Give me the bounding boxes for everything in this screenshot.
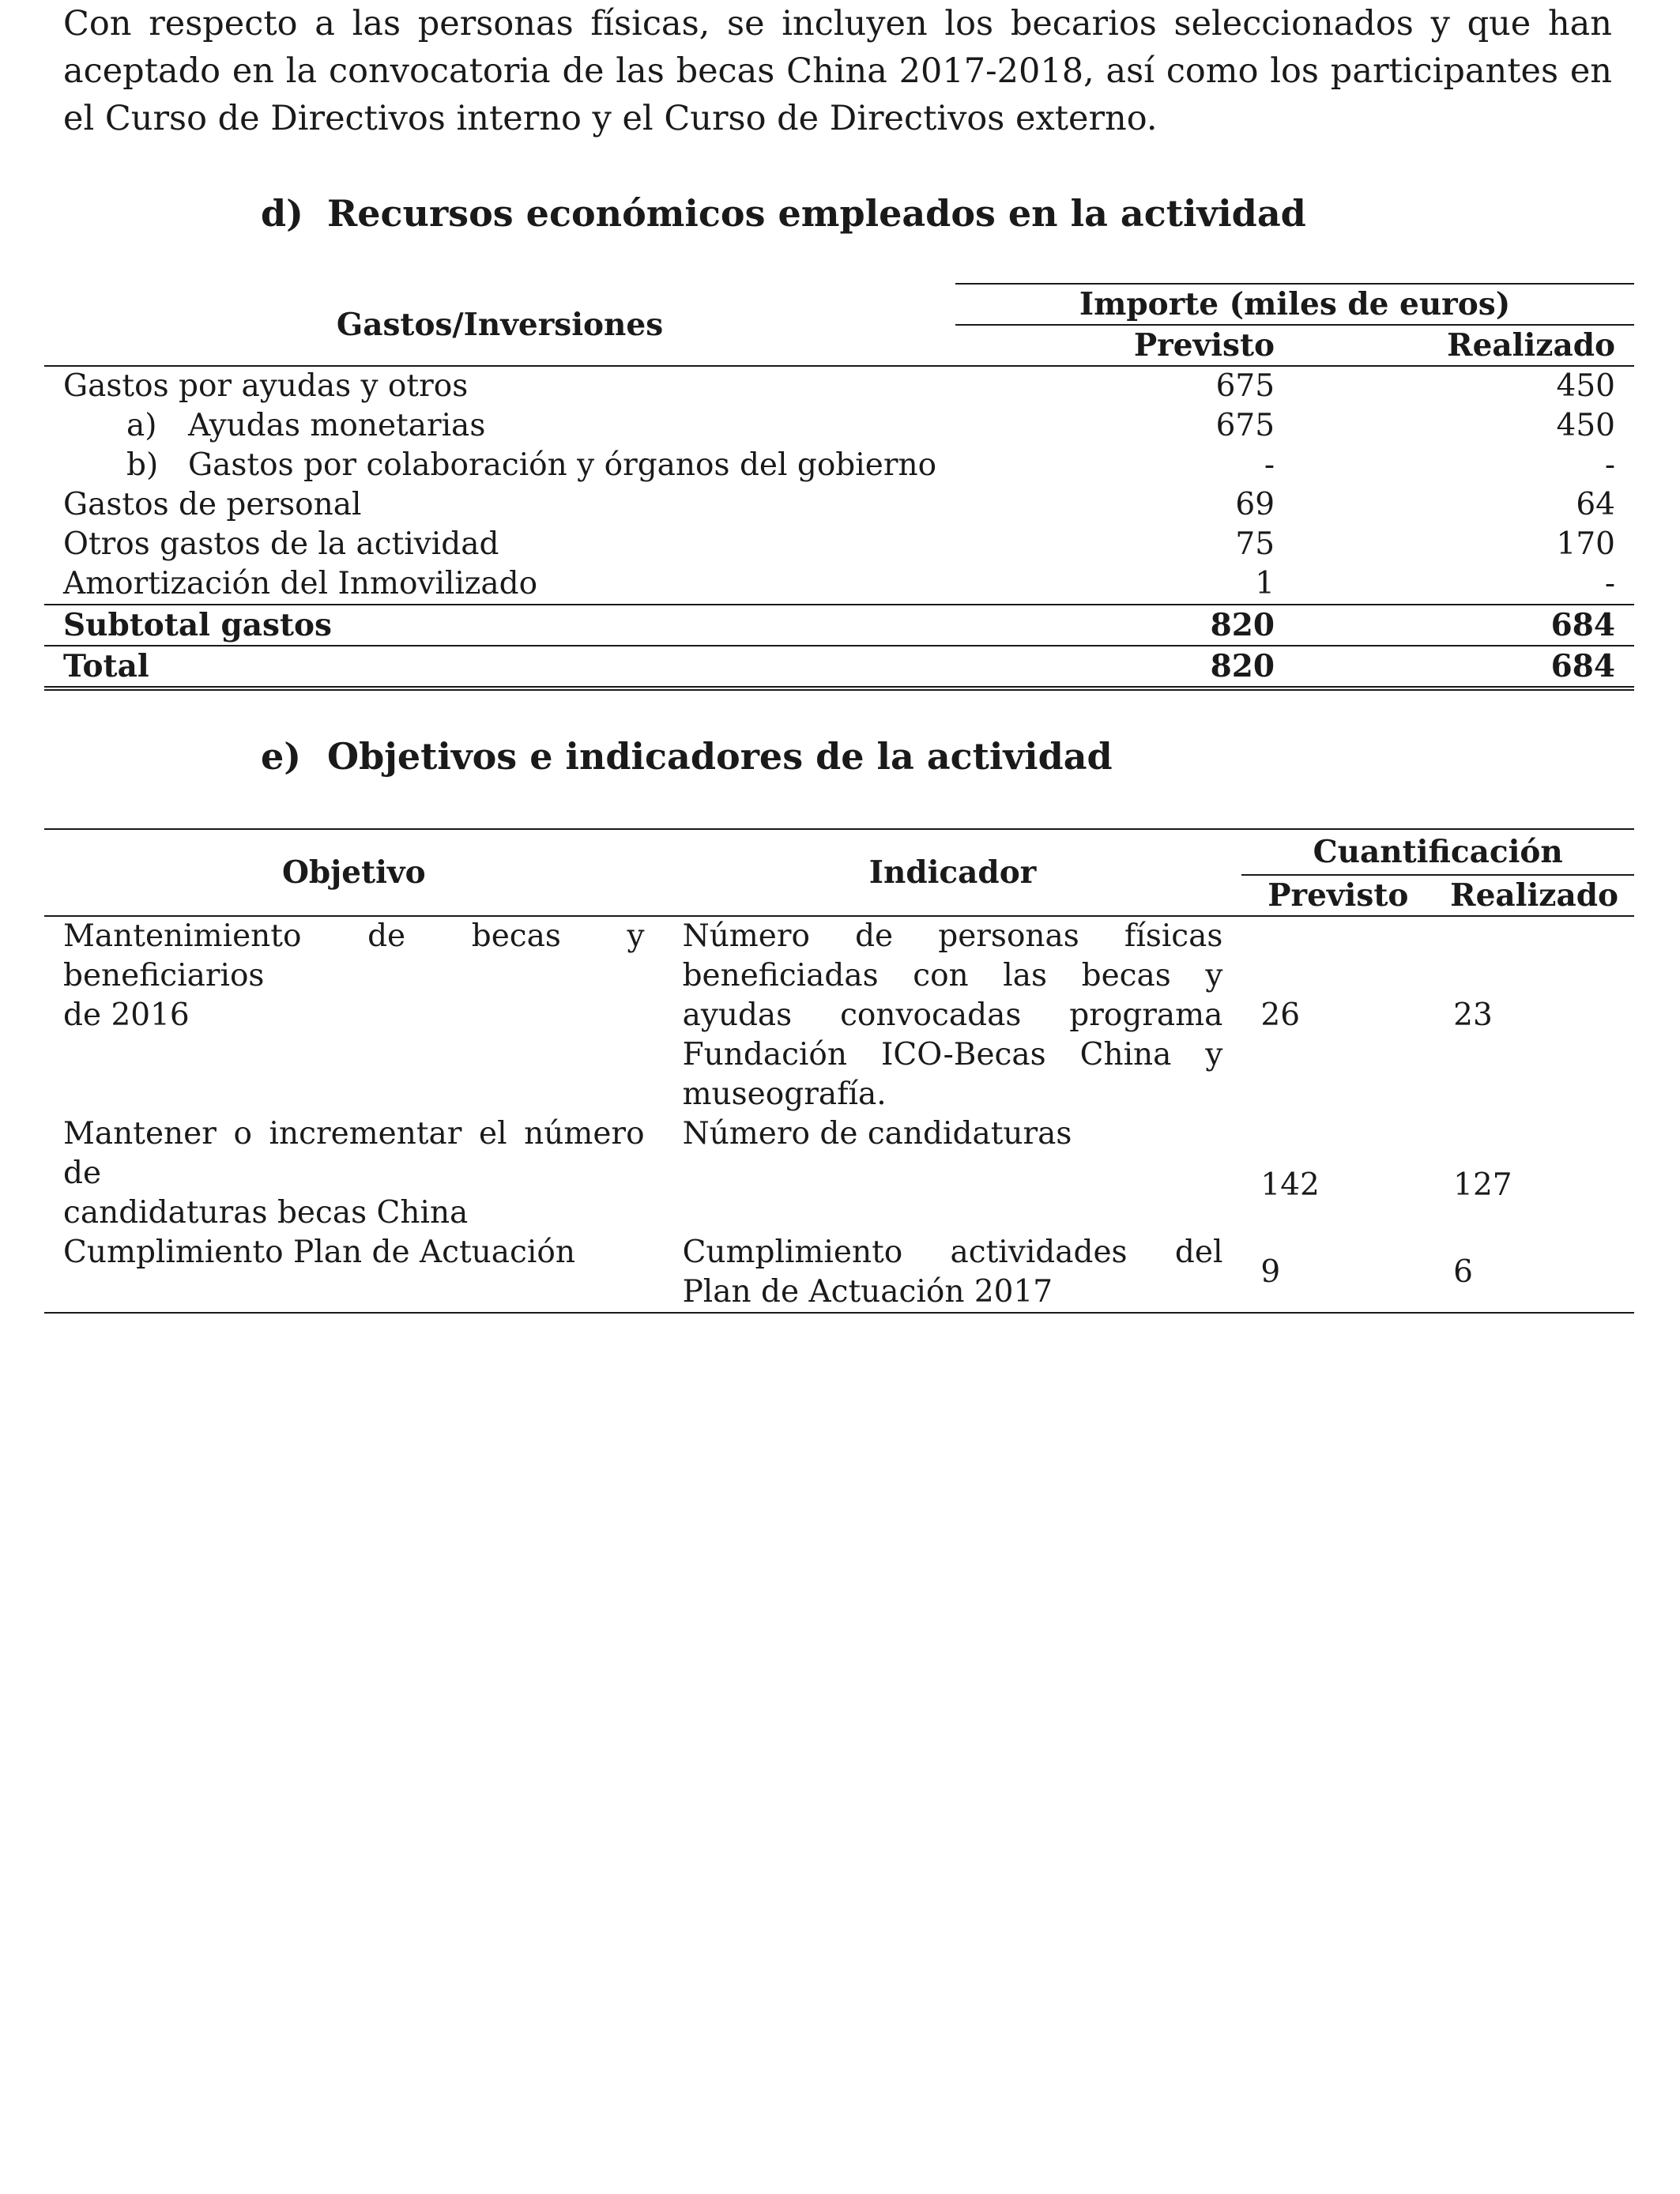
header-indicador: Indicador [664, 829, 1242, 916]
row-realizado: 450 [1556, 368, 1615, 404]
row-realizado: 6 [1434, 1233, 1634, 1313]
header-realizado: Realizado [1294, 325, 1634, 366]
row-previsto: 142 [1260, 1167, 1320, 1203]
objetivo-cell [44, 916, 664, 1114]
section-e-letter: e) [261, 735, 302, 778]
objetivo-cell [44, 1114, 664, 1233]
indicador-line: beneficiadas con las becas y [682, 958, 1223, 993]
table-row [44, 525, 1634, 564]
row-label: Amortización del Inmovilizado [63, 566, 538, 601]
subtotal-previsto: 820 [955, 605, 1294, 646]
subtotal-realizado: 684 [1294, 605, 1634, 646]
indicador-line: Fundación ICO-Becas China y [682, 1037, 1223, 1072]
header-importe: Importe (miles de euros) [955, 284, 1634, 325]
header-cuantificacion: Cuantificación [1241, 829, 1634, 875]
section-d-letter: d) [261, 192, 303, 235]
total-label: Total [44, 646, 955, 688]
row-previsto: 9 [1241, 1233, 1434, 1313]
row-label: Otros gastos de la actividad [63, 526, 499, 562]
row-label: Ayudas monetarias [188, 408, 486, 443]
intro-paragraph: Con respecto a las personas físicas, se incluyen los becarios seleccionados y que han aceptado en la convocatoria de las becas China 2017-2018, así como los participantes en el Curso de Directivos interno y el Curso de Directivos externo. [63, 4, 1612, 138]
table-row [44, 366, 1634, 406]
header-gastos: Gastos/Inversiones [44, 284, 955, 366]
table-row [44, 1114, 1634, 1233]
header-previsto: Previsto [955, 325, 1294, 366]
row-realizado: 64 [1576, 487, 1615, 522]
indicador-line: Número de personas físicas [682, 918, 1223, 954]
row-label: Gastos de personal [63, 487, 362, 522]
indicador-cell [664, 916, 1242, 1114]
indicador-cell [664, 1114, 1242, 1233]
objetivo-line: Cumplimiento Plan de Actuación [63, 1235, 575, 1270]
indicador-line: Número de candidaturas [682, 1116, 1072, 1152]
objetivo-cell [44, 1233, 664, 1313]
row-previsto: 675 [1215, 408, 1275, 443]
total-previsto: 820 [955, 646, 1294, 688]
row-previsto: 26 [1260, 997, 1301, 1033]
resources-table [44, 283, 1634, 691]
row-marker: b) [126, 447, 159, 483]
row-realizado: 170 [1556, 526, 1615, 562]
indicador-line: museografía. [682, 1076, 887, 1112]
objetivo-line: Mantener o incrementar el número de [63, 1116, 645, 1191]
section-e-heading [261, 735, 1113, 778]
table-row [44, 1233, 1634, 1313]
row-label-cell [44, 446, 955, 485]
section-d-title: Recursos económicos empleados en la actividad [327, 192, 1306, 235]
table-row [44, 916, 1634, 1114]
table-row [44, 446, 1634, 485]
row-marker: a) [126, 408, 157, 443]
objetivo-line: Mantenimiento de becas y beneficiarios [63, 918, 645, 993]
header-realizado: Realizado [1434, 875, 1634, 916]
objetivo-line: de 2016 [63, 997, 190, 1033]
table-row [44, 564, 1634, 605]
row-previsto: 1 [1255, 566, 1275, 601]
total-realizado: 684 [1294, 646, 1634, 688]
row-previsto: 675 [1215, 368, 1275, 404]
row-previsto: 75 [1235, 526, 1275, 562]
objectives-table [44, 828, 1634, 1314]
table-row [44, 485, 1634, 525]
row-label: Gastos por colaboración y órganos del gobierno [188, 447, 937, 483]
section-e-title: Objetivos e indicadores de la actividad [327, 735, 1113, 778]
row-realizado: 450 [1556, 408, 1615, 443]
row-realizado: - [1604, 566, 1615, 601]
row-realizado: 127 [1453, 1167, 1512, 1203]
subtotal-label: Subtotal gastos [44, 605, 955, 646]
row-previsto: - [1264, 447, 1275, 483]
indicador-line: ayudas convocadas programa [682, 997, 1223, 1033]
row-label-cell [44, 406, 955, 446]
indicador-line: Cumplimiento actividades del [682, 1235, 1223, 1270]
total-row [44, 646, 1634, 688]
row-label: Gastos por ayudas y otros [63, 368, 469, 404]
header-previsto: Previsto [1241, 875, 1434, 916]
row-previsto: 69 [1235, 487, 1275, 522]
row-realizado: 23 [1453, 997, 1493, 1033]
table-row [44, 406, 1634, 446]
subtotal-row [44, 605, 1634, 646]
section-d-heading [261, 192, 1306, 235]
row-realizado: - [1604, 447, 1615, 483]
indicador-cell [664, 1233, 1242, 1313]
indicador-line: Plan de Actuación 2017 [682, 1274, 1053, 1310]
header-objetivo: Objetivo [44, 829, 664, 916]
objetivo-line: candidaturas becas China [63, 1195, 469, 1231]
